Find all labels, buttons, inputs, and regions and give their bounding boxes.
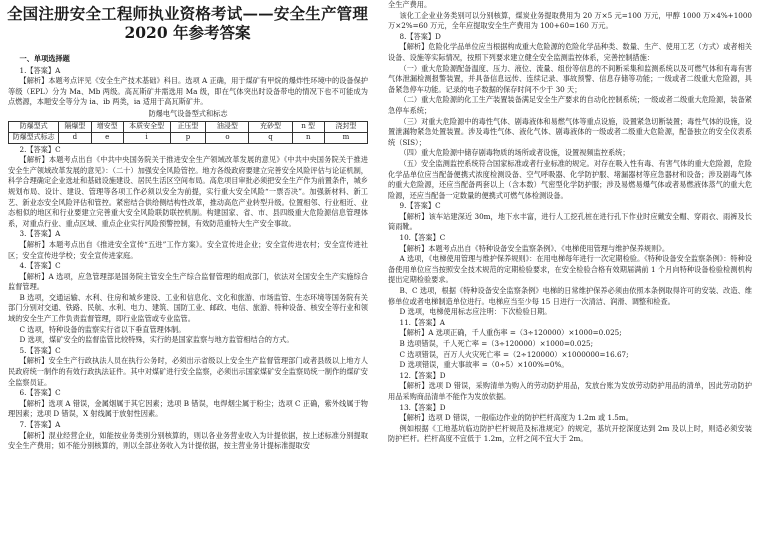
table-row bbox=[9, 132, 368, 143]
explanation-7: 【解析】混业经营企业，如能按业务类别分别核算的，则以各业务营业收入为计提依据，按上述标准分别提取安全生产费用；如不能分别核算的，则以全部业务收入为计提依据，按主营业务计提标准提取安 bbox=[8, 430, 368, 451]
explanation-9: 【解析】该车站建深近 30m，地下水丰富，进行人工挖孔桩在进行孔下作业时应戴安全帽、穿雨衣、雨裤及长筒雨靴。 bbox=[388, 211, 752, 232]
answer-3: 3.【答案】A bbox=[19, 229, 61, 239]
explosion-proof-table bbox=[8, 121, 368, 144]
explanation-10-c: B、C 选项，根据《特种设备安全监察条例》电梯的日常维护保养必须由依照本条例取得许可的安装、改造、维修单位或者电梯制造单位进行。电梯应当至少每 15 日进行一次清洁、润滑、调整和检查。 bbox=[388, 286, 752, 306]
left-column bbox=[8, 52, 368, 452]
calculation-7: 该化工企业业务类别可以分别核算，煤炭业务提取费用为 20 万×5 元=100 万元，甲醇 1000 万×4%+1000 万×2%=60 万元，全年应提取安全生产费用为 100+60=160 万元。 bbox=[388, 10, 752, 31]
explanation-8-e: （四）重大危险源中储存剧毒物质的场所或者设施，设置视频监控系统； bbox=[399, 148, 630, 158]
explanation-4-d: D 选项，煤矿安全的监督监管比较特殊，实行的是国家监察与地方监管相结合的方式。 bbox=[19, 335, 294, 345]
explanation-8-a: 【解析】危险化学品单位应当根据构成重大危险源的危险化学品种类、数量、生产、使用工艺（方式）或者相关设备、设施等实际情况，按照下列要求建立健全安全监测监控体系，完善控制措施： bbox=[388, 42, 752, 62]
table-header-cell: 隔爆型 bbox=[59, 121, 91, 132]
table-cell: p bbox=[170, 132, 206, 143]
table-cell: q bbox=[249, 132, 292, 143]
explanation-10-a: 【解析】本题考点出自《特种设备安全监察条例》、《电梯使用管理与维护保养规则》。 bbox=[399, 243, 670, 253]
explanation-6: 【解析】选项 A 错误，金属烟属于其它因素；选项 B 错误，电焊烟尘属于粉尘；选项 C 正确，紫外线属于物理因素；选项 D 错误，X 射线属于放射性因素。 bbox=[8, 398, 368, 419]
table-header-cell: 防爆型式 bbox=[9, 121, 59, 132]
explanation-1: 【解析】本题考点评见《安全生产技术基础》科目。选项 A 正确，用于煤矿有甲烷的爆炸性环境中的设备保护等级（EPL）分为 Ma、Mb 两级。高瓦斯矿井需选用 Ma 级，即在气体突出时设备带电的情况下也不可能成为点燃源，本题安全等分为 ia、ib 两类，ia 适用于高瓦斯矿井。 bbox=[8, 76, 368, 107]
answer-12: 12.【答案】D bbox=[399, 370, 446, 380]
explanation-11-b: B 选项错误，千人死亡率 =（3÷120000）×1000=0.025; bbox=[399, 339, 594, 348]
document-title: 全国注册安全工程师执业资格考试——安全生产管理 bbox=[6, 4, 369, 23]
explanation-10-d: D 选项，电梯使用标志应注明：下次检验日期。 bbox=[399, 307, 552, 317]
explanation-2: 【解析】本题考点出自《中共中央国务院关于推进安全生产领域改革发展的意见》《中共中央国务院关于推进安全生产领域改革发展的意见》：（二十）加强安全风险管控。地方各级政府要建立完善安全风险评估与论证机制，科学合理确定企业选址和基础设施建设、居民生活区空间布局。高危项目审批必须把安全生产作为前置条件，城乡规划布局、设计、建设、管理等各项工作必须以安全为前提，实行重大安全风险“一票否决”。加强新材料、新工艺、新业态安全风险评估和管控。紧密结合供给侧结构性改革，推动高危产业转型升级。位置相邻、行业相近、业态相似的地区和行业要建立完善重大安全风险联防联控机制。构建国家、省、市、县四级重大危险源信息管理体系，对重点行业、重点区域、重点企业实行风险预警控制，有效防范重特大生产安全事故。 bbox=[8, 155, 368, 228]
table-cell: d bbox=[59, 132, 91, 143]
table-header-cell: 浇封型 bbox=[324, 121, 367, 132]
explanation-11-d: D 选项错误，重大事故率 =（0÷5）×100%=0%。 bbox=[399, 360, 569, 370]
table-cell: e bbox=[91, 132, 123, 143]
document-header bbox=[0, 4, 375, 42]
continuation-7: 全生产费用。 bbox=[388, 0, 432, 9]
answer-9: 9.【答案】C bbox=[399, 201, 441, 211]
table-cell: m bbox=[324, 132, 367, 143]
table-header-cell: 本质安全型 bbox=[123, 121, 170, 132]
explanation-11-c: C 选项错误，百万人火灾死亡率 =（2÷120000）×1000000=16.67; bbox=[399, 349, 629, 359]
document-subtitle: 2020 年参考答案 bbox=[124, 23, 251, 42]
explanation-11-a: 【解析】A 选项正确，千人重伤率 =（3÷120000）×1000=0.025; bbox=[399, 328, 622, 338]
explanation-10-b: A 选项，《电梯使用管理与维护保养规则》：在用电梯每年进行一次定期检验。《特种设备安全监察条例》：特种设备使用单位应当按照安全技术规范的定期检验要求，在安全检验合格有效期届满前 1 个月向特种设备检验检测机构提出定期检验要求。 bbox=[388, 254, 752, 285]
table-header-cell: 增安型 bbox=[91, 121, 123, 132]
table-cell: i bbox=[123, 132, 170, 143]
table-header-cell: n 型 bbox=[292, 121, 324, 132]
explanation-4-b: B 选项，交通运输、水利、住房和城乡建设、工业和信息化、文化和旅游、市场监管、生态环境等国务院有关部门分别对交通、铁路、民航、水利、电力、建筑、国防工业、邮政、电信、旅游、特种设备、核安全等行业和领域的安全生产工作负责监督管理，即行业监管或专业监管。 bbox=[8, 292, 368, 324]
table-header-cell: 充砂型 bbox=[249, 121, 292, 132]
explanation-8-c: （二）重大危险源的化工生产装置装备满足安全生产要求的自动化控制系统；一级或者二级重大危险源，装备紧急停车系统； bbox=[388, 95, 752, 115]
table-cell: o bbox=[206, 132, 249, 143]
table-header-row bbox=[9, 121, 368, 132]
explanation-13-a: 【解析】选项 D 错误，一般临边作业的防护栏杆高度为 1.2m 或 1.5m。 bbox=[399, 413, 633, 423]
answer-8: 8.【答案】D bbox=[399, 31, 441, 41]
section-heading: 一、单项选择题 bbox=[19, 54, 70, 63]
answer-11: 11.【答案】A bbox=[399, 317, 445, 327]
explanation-3: 【解析】本题考点出自《推进安全宣传“五进”工作方案》。安全宣传进企业；安全宣传进农村；安全宣传进社区；安全宣传进学校；安全宣传进家庭。 bbox=[8, 239, 368, 260]
explanation-12: 【解析】选项 D 错误，采购清单为购入的劳动防护用品，发放台账为发放劳动防护用品的清单，因此劳动防护用品采购商品清单不能作为发放依据。 bbox=[388, 381, 752, 401]
explanation-8-f: （五）安全监测监控系统符合国家标准或者行业标准的规定。对存在吸入性有毒、有害气体的重大危险源，危险化学品单位应当配备便携式浓度检测设备、空气呼吸器、化学防护服、堵漏器材等应急器材和设备；涉及剧毒气体的重大危险源，还应当配备两套以上（含本数）气密型化学防护服；涉及易燃易爆气体或者易燃液体蒸气的重大危险源，还应当配备一定数量的便携式可燃气体检测设备。 bbox=[388, 158, 752, 200]
explanation-8-d: （三）对重大危险源中的毒性气体、剧毒液体和易燃气体等重点设施，设置紧急切断装置；毒性气体的设施，设置泄漏物紧急处置装置。涉及毒性气体、液化气体、剧毒液体的一级或者二级重大危险源，配备独立的安全仪表系统（SIS）； bbox=[388, 116, 752, 147]
answer-7: 7.【答案】A bbox=[19, 420, 61, 429]
table-row-label: 防爆型式标志 bbox=[9, 132, 59, 143]
explanation-4-c: C 选项，特种设备的监察实行省以下垂直管理体制。 bbox=[19, 324, 186, 334]
explanation-4-a: 【解析】A 选项，应急管理部是国务院主管安全生产综合监督管理的组成部门，依法对全国安全生产实施综合监督管理。 bbox=[8, 271, 368, 292]
answer-1: 1.【答案】A bbox=[19, 65, 61, 75]
answer-4: 4.【答案】C bbox=[19, 261, 61, 271]
table-title: 防爆电气设备型式和标志 bbox=[148, 108, 228, 118]
answer-5: 5.【答案】C bbox=[19, 345, 61, 355]
explanation-13-b: 例如根据《工地基坑临边防护栏杆规范及标准规定》的规定，基坑开挖深度达到 2m 及以上时，则适必须安装防护栏杆。栏杆高度不宜低于 1.2m，立杆之间不宜大于 2m。 bbox=[388, 423, 752, 444]
right-column bbox=[388, 0, 752, 445]
table-header-cell: 油浸型 bbox=[206, 121, 249, 132]
answer-6: 6.【答案】C bbox=[19, 388, 61, 398]
table-header-cell: 正压型 bbox=[170, 121, 206, 132]
table-cell: n bbox=[292, 132, 324, 143]
explanation-5: 【解析】安全生产行政执法人员在执行公务时，必须出示省级以上安全生产监督管理部门或者县级以上地方人民政府统一制作的有效行政执法证件。其中对煤矿进行安全监察，必须出示国家煤矿安全监察局统一制作的煤矿安全监察员证。 bbox=[8, 356, 368, 387]
answer-2: 2.【答案】C bbox=[19, 144, 61, 154]
explanation-8-b: （一）重大危险源配备温度、压力、液位、流量、组份等信息的不间断采集和监测系统以及可燃气体和有毒有害气体泄漏检测报警装置，并具备信息远传、连续记录、事故预警、信息存储等功能；一级或者二级重大危险源，具备紧急停车功能。记录的电子数据的保存时间不少于 30 天； bbox=[388, 63, 752, 94]
answer-13: 13.【答案】D bbox=[399, 402, 446, 412]
answer-10: 10.【答案】C bbox=[399, 233, 446, 243]
